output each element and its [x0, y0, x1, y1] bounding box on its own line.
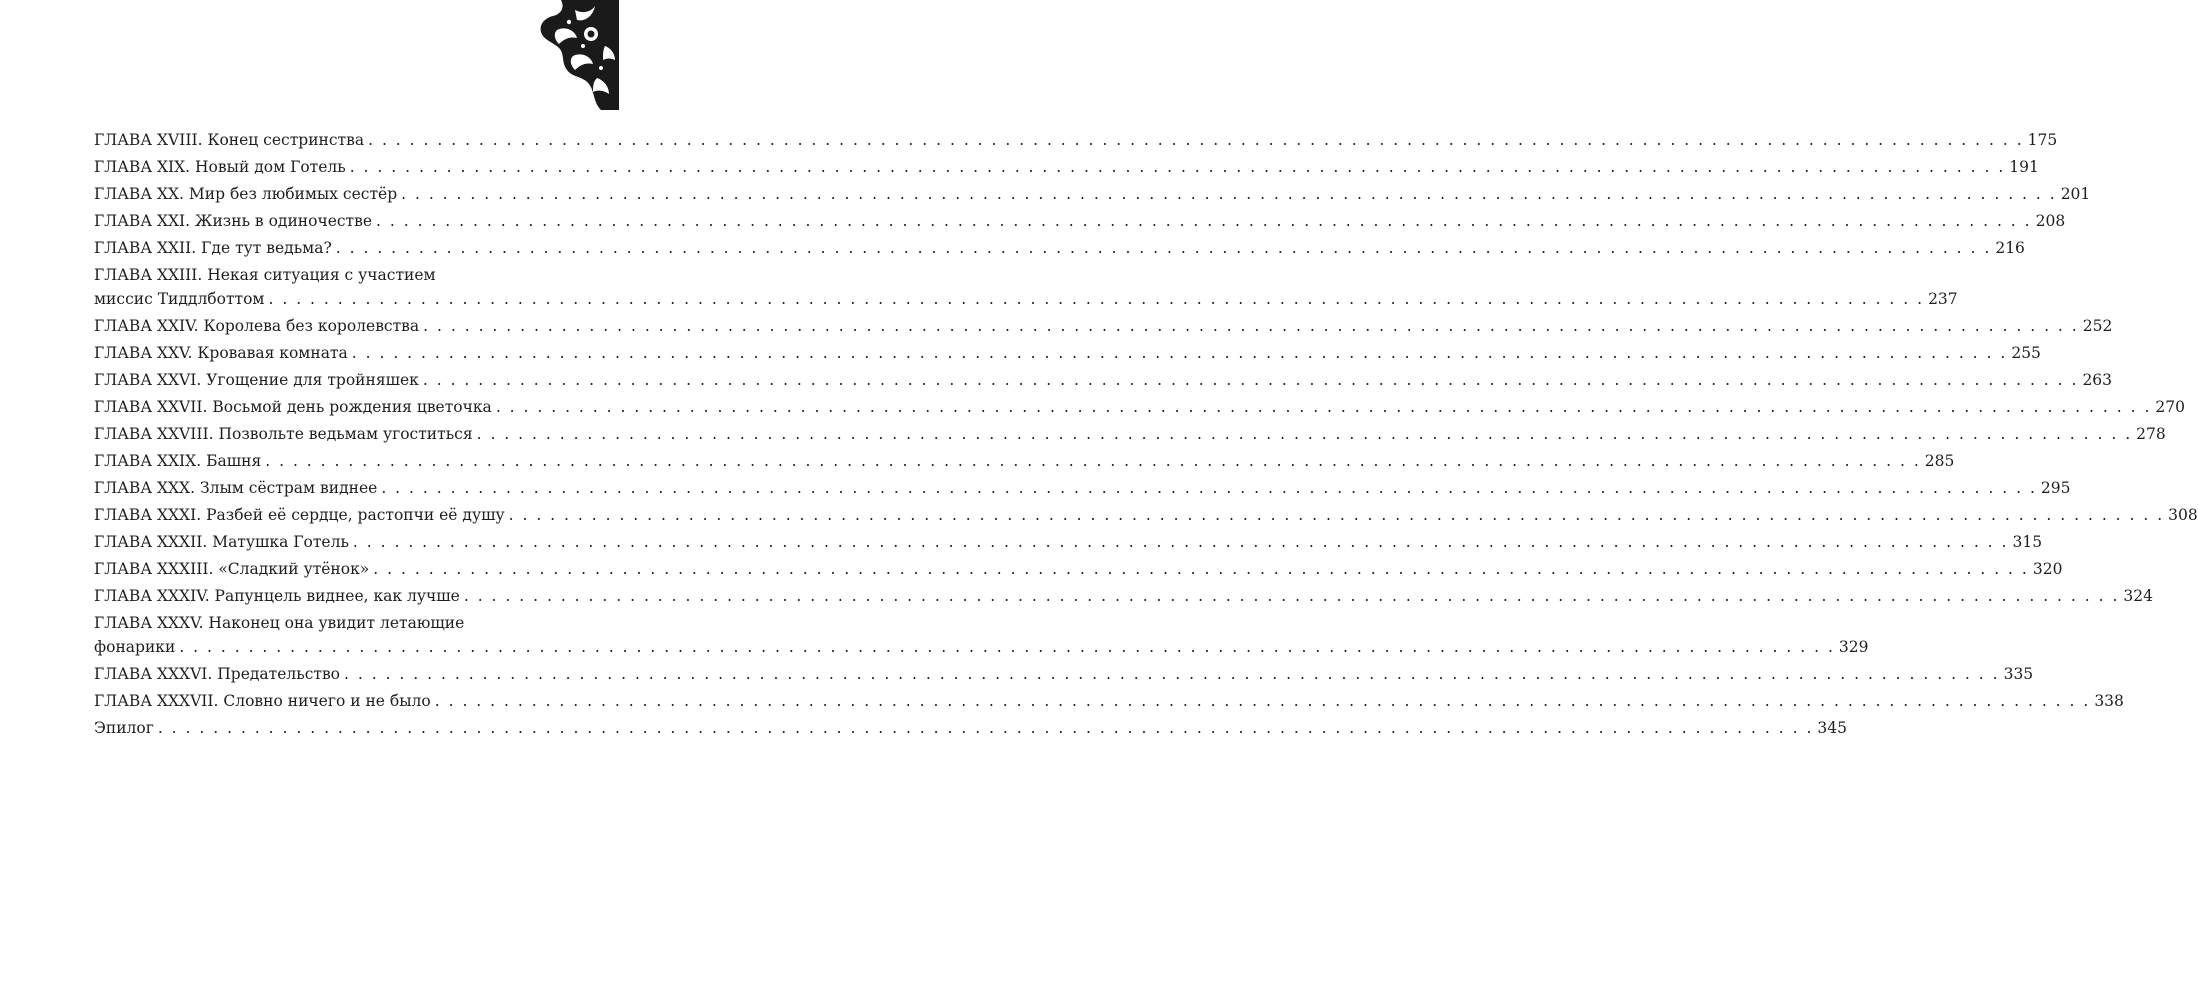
toc-entry[interactable]	[94, 314, 2113, 341]
toc-entry-row	[94, 128, 2058, 152]
toc-entry-page-number: 252	[2082, 317, 2113, 335]
dot-leader: . . . . . . . . . . . . . . . . . . . . . . . . . . . . . . . . . . . . . . . . . . . . . . . . . . . . . . . . . . . . . . . . . . . . . . . . . . . . . . . . . . . . . . . . . . . . . . . . . . . . . . . . . . . . . . . . . . . . . . . .	[463, 587, 2120, 605]
toc-entry-page-number: 255	[2011, 344, 2041, 362]
toc-entry[interactable]	[94, 662, 2034, 689]
toc-entry[interactable]	[94, 716, 1847, 743]
toc-entry-row	[94, 287, 1958, 311]
toc-entry[interactable]	[94, 611, 1869, 662]
dot-leader: . . . . . . . . . . . . . . . . . . . . . . . . . . . . . . . . . . . . . . . . . . . . . . . . . . . . . . . . . . . . . . . . . . . . . . . . . . . . . . . . . . . . . . . . . . . . . . . . . . . . . . . . . . . . . . . . . . . . . . . .	[373, 560, 2029, 578]
toc-entry-row	[94, 449, 1955, 473]
toc-entry-title-line: ГЛАВА XXIII. Некая ситуация с участием	[94, 266, 436, 284]
toc-entry-page-number: 278	[2136, 425, 2166, 443]
toc-entry-row	[94, 476, 2071, 500]
toc-entry-title: ГЛАВА XXXIII. «Сладкий утёнок»	[94, 560, 370, 578]
toc-entry-row	[94, 689, 2124, 713]
toc-entry-page-number: 308	[2168, 506, 2198, 524]
toc-entry-title: миссис Тиддлботтом	[94, 290, 265, 308]
toc-entry-row	[94, 368, 2113, 392]
toc-entry-title: ГЛАВА XVIII. Конец сестринства	[94, 131, 365, 149]
toc-entry-title: ГЛАВА XXXIV. Рапунцель виднее, как лучше	[94, 587, 460, 605]
toc-entry-row	[94, 155, 2039, 179]
toc-entry[interactable]	[94, 395, 2185, 422]
dot-leader: . . . . . . . . . . . . . . . . . . . . . . . . . . . . . . . . . . . . . . . . . . . . . . . . . . . . . . . . . . . . . . . . . . . . . . . . . . . . . . . . . . . . . . . . . . . . . . . . . . . . . . . . . . . . . . . . . . . . . . . .	[268, 290, 1925, 308]
toc-entry-title: ГЛАВА XXIV. Королева без королевства	[94, 317, 420, 335]
dot-leader: . . . . . . . . . . . . . . . . . . . . . . . . . . . . . . . . . . . . . . . . . . . . . . . . . . . . . . . . . . . . . . . . . . . . . . . . . . . . . . . . . . . . . . . . . . . . . . . . . . . . . . . . . . . . . . . . . . . . . . . .	[434, 692, 2091, 710]
dot-leader: . . . . . . . . . . . . . . . . . . . . . . . . . . . . . . . . . . . . . . . . . . . . . . . . . . . . . . . . . . . . . . . . . . . . . . . . . . . . . . . . . . . . . . . . . . . . . . . . . . . . . . . . . . . . . . . . . . . . . . . .	[335, 239, 1992, 257]
toc-entry-title: ГЛАВА XXX. Злым сёстрам виднее	[94, 479, 378, 497]
toc-entry-page-number: 191	[2009, 158, 2039, 176]
toc-entry-title: Эпилог	[94, 719, 154, 737]
dot-leader: . . . . . . . . . . . . . . . . . . . . . . . . . . . . . . . . . . . . . . . . . . . . . . . . . . . . . . . . . . . . . . . . . . . . . . . . . . . . . . . . . . . . . . . . . . . . . . . . . . . . . . . . . . . . . . . . . . . . . . . .	[179, 638, 1835, 656]
dot-leader: . . . . . . . . . . . . . . . . . . . . . . . . . . . . . . . . . . . . . . . . . . . . . . . . . . . . . . . . . . . . . . . . . . . . . . . . . . . . . . . . . . . . . . . . . . . . . . . . . . . . . . . . . . . . . . . . . . . . . . . .	[344, 665, 2000, 683]
toc-entry-row	[94, 662, 2034, 686]
toc-entry-page-number: 324	[2123, 587, 2153, 605]
toc-entry-page-number: 285	[1924, 452, 1955, 470]
toc-entry-page-number: 201	[2060, 185, 2091, 203]
toc-entry-title: ГЛАВА XXXI. Разбей её сердце, растопчи её душу	[94, 506, 505, 524]
table-of-contents	[94, 128, 2198, 743]
toc-entry-page-number: 263	[2082, 371, 2113, 389]
toc-entry-page-number: 208	[2035, 212, 2066, 230]
dot-leader: . . . . . . . . . . . . . . . . . . . . . . . . . . . . . . . . . . . . . . . . . . . . . . . . . . . . . . . . . . . . . . . . . . . . . . . . . . . . . . . . . . . . . . . . . . . . . . . . . . . . . . . . . . . . . . . . . . . . . . . .	[376, 212, 2032, 230]
toc-entry[interactable]	[94, 449, 1955, 476]
toc-entry-row	[94, 341, 2041, 365]
toc-entry-title: ГЛАВА XXXVII. Словно ничего и не было	[94, 692, 431, 710]
toc-entry[interactable]	[94, 155, 2039, 182]
dot-leader: . . . . . . . . . . . . . . . . . . . . . . . . . . . . . . . . . . . . . . . . . . . . . . . . . . . . . . . . . . . . . . . . . . . . . . . . . . . . . . . . . . . . . . . . . . . . . . . . . . . . . . . . . . . . . . . . . . . . . . . .	[381, 479, 2037, 497]
toc-entry-row	[94, 716, 1847, 740]
toc-entry-page-number: 338	[2094, 692, 2124, 710]
toc-entry-title: ГЛАВА XXXII. Матушка Готель	[94, 533, 349, 551]
toc-entry-page-number: 335	[2003, 665, 2034, 683]
toc-entry-title: ГЛАВА XXVII. Восьмой день рождения цветочка	[94, 398, 492, 416]
toc-entry-row	[94, 314, 2113, 338]
toc-entry-title: ГЛАВА XXV. Кровавая комната	[94, 344, 348, 362]
toc-entry-title: ГЛАВА XXII. Где тут ведьма?	[94, 239, 332, 257]
toc-entry-row	[94, 395, 2185, 419]
toc-entry[interactable]	[94, 341, 2041, 368]
toc-entry-row	[94, 422, 2166, 446]
toc-entry[interactable]	[94, 689, 2124, 716]
toc-entry-title: ГЛАВА XXI. Жизнь в одиночестве	[94, 212, 373, 230]
toc-entry[interactable]	[94, 236, 2025, 263]
toc-entry-row	[94, 584, 2153, 608]
toc-entry-row	[94, 557, 2063, 581]
dot-leader: . . . . . . . . . . . . . . . . . . . . . . . . . . . . . . . . . . . . . . . . . . . . . . . . . . . . . . . . . . . . . . . . . . . . . . . . . . . . . . . . . . . . . . . . . . . . . . . . . . . . . . . . . . . . . . . . . . . . . . . .	[476, 425, 2133, 443]
toc-entry[interactable]	[94, 368, 2113, 395]
toc-entry-title: ГЛАВА XXVI. Угощение для тройняшек	[94, 371, 419, 389]
toc-entry-page-number: 345	[1817, 719, 1847, 737]
toc-entry-row	[94, 236, 2025, 260]
toc-entry-page-number: 175	[2027, 131, 2058, 149]
dot-leader: . . . . . . . . . . . . . . . . . . . . . . . . . . . . . . . . . . . . . . . . . . . . . . . . . . . . . . . . . . . . . . . . . . . . . . . . . . . . . . . . . . . . . . . . . . . . . . . . . . . . . . . . . . . . . . . . . . . . . . . .	[265, 452, 1921, 470]
dot-leader: . . . . . . . . . . . . . . . . . . . . . . . . . . . . . . . . . . . . . . . . . . . . . . . . . . . . . . . . . . . . . . . . . . . . . . . . . . . . . . . . . . . . . . . . . . . . . . . . . . . . . . . . . . . . . . . . . . . . . . . .	[352, 533, 2009, 551]
dot-leader: . . . . . . . . . . . . . . . . . . . . . . . . . . . . . . . . . . . . . . . . . . . . . . . . . . . . . . . . . . . . . . . . . . . . . . . . . . . . . . . . . . . . . . . . . . . . . . . . . . . . . . . . . . . . . . . . . . . . . . . .	[508, 506, 2165, 524]
toc-entry-row	[94, 635, 1869, 659]
toc-entry-page-number: 320	[2032, 560, 2063, 578]
toc-entry-title-line: ГЛАВА XXXV. Наконец она увидит летающие	[94, 614, 465, 632]
toc-entry[interactable]	[94, 530, 2043, 557]
dot-leader: . . . . . . . . . . . . . . . . . . . . . . . . . . . . . . . . . . . . . . . . . . . . . . . . . . . . . . . . . . . . . . . . . . . . . . . . . . . . . . . . . . . . . . . . . . . . . . . . . . . . . . . . . . . . . . . . . . . . . . . .	[368, 131, 2024, 149]
corner-ornament-icon	[531, 0, 619, 110]
toc-entry-page-number: 216	[1995, 239, 2025, 257]
toc-entry[interactable]	[94, 263, 1958, 314]
toc-entry[interactable]	[94, 557, 2063, 584]
toc-entry-title: ГЛАВА XXXVI. Предательство	[94, 665, 341, 683]
toc-entry-page-number: 270	[2155, 398, 2185, 416]
toc-entry-row	[94, 182, 2091, 206]
toc-entry[interactable]	[94, 584, 2153, 611]
toc-entry[interactable]	[94, 128, 2058, 155]
toc-entry-title: фонарики	[94, 638, 176, 656]
dot-leader: . . . . . . . . . . . . . . . . . . . . . . . . . . . . . . . . . . . . . . . . . . . . . . . . . . . . . . . . . . . . . . . . . . . . . . . . . . . . . . . . . . . . . . . . . . . . . . . . . . . . . . . . . . . . . . . . . . . . . . . .	[401, 185, 2057, 203]
toc-entry[interactable]	[94, 182, 2091, 209]
dot-leader: . . . . . . . . . . . . . . . . . . . . . . . . . . . . . . . . . . . . . . . . . . . . . . . . . . . . . . . . . . . . . . . . . . . . . . . . . . . . . . . . . . . . . . . . . . . . . . . . . . . . . . . . . . . . . . . . . . . . . . . .	[349, 158, 2006, 176]
toc-entry[interactable]	[94, 476, 2071, 503]
toc-entry[interactable]	[94, 209, 2066, 236]
toc-entry-row	[94, 503, 2198, 527]
toc-entry-page-number: 237	[1928, 290, 1958, 308]
toc-entry-title: ГЛАВА XX. Мир без любимых сестёр	[94, 185, 398, 203]
toc-entry-row	[94, 530, 2043, 554]
toc-entry[interactable]	[94, 503, 2198, 530]
toc-entry[interactable]	[94, 422, 2166, 449]
toc-entry-title: ГЛАВА XXIX. Башня	[94, 452, 262, 470]
dot-leader: . . . . . . . . . . . . . . . . . . . . . . . . . . . . . . . . . . . . . . . . . . . . . . . . . . . . . . . . . . . . . . . . . . . . . . . . . . . . . . . . . . . . . . . . . . . . . . . . . . . . . . . . . . . . . . . . . . . . . . . .	[422, 371, 2079, 389]
toc-entry-page-number: 295	[2040, 479, 2071, 497]
toc-entry-page-number: 329	[1838, 638, 1869, 656]
dot-leader: . . . . . . . . . . . . . . . . . . . . . . . . . . . . . . . . . . . . . . . . . . . . . . . . . . . . . . . . . . . . . . . . . . . . . . . . . . . . . . . . . . . . . . . . . . . . . . . . . . . . . . . . . . . . . . . . . . . . . . . .	[157, 719, 1814, 737]
toc-entry-row	[94, 209, 2066, 233]
toc-entry-title: ГЛАВА XXVIII. Позвольте ведьмам угоститься	[94, 425, 473, 443]
dot-leader: . . . . . . . . . . . . . . . . . . . . . . . . . . . . . . . . . . . . . . . . . . . . . . . . . . . . . . . . . . . . . . . . . . . . . . . . . . . . . . . . . . . . . . . . . . . . . . . . . . . . . . . . . . . . . . . . . . . . . . . .	[423, 317, 2079, 335]
dot-leader: . . . . . . . . . . . . . . . . . . . . . . . . . . . . . . . . . . . . . . . . . . . . . . . . . . . . . . . . . . . . . . . . . . . . . . . . . . . . . . . . . . . . . . . . . . . . . . . . . . . . . . . . . . . . . . . . . . . . . . . .	[351, 344, 2008, 362]
dot-leader: . . . . . . . . . . . . . . . . . . . . . . . . . . . . . . . . . . . . . . . . . . . . . . . . . . . . . . . . . . . . . . . . . . . . . . . . . . . . . . . . . . . . . . . . . . . . . . . . . . . . . . . . . . . . . . . . . . . . . . . .	[495, 398, 2152, 416]
toc-entry-title: ГЛАВА XIX. Новый дом Готель	[94, 158, 346, 176]
toc-entry-page-number: 315	[2012, 533, 2043, 551]
